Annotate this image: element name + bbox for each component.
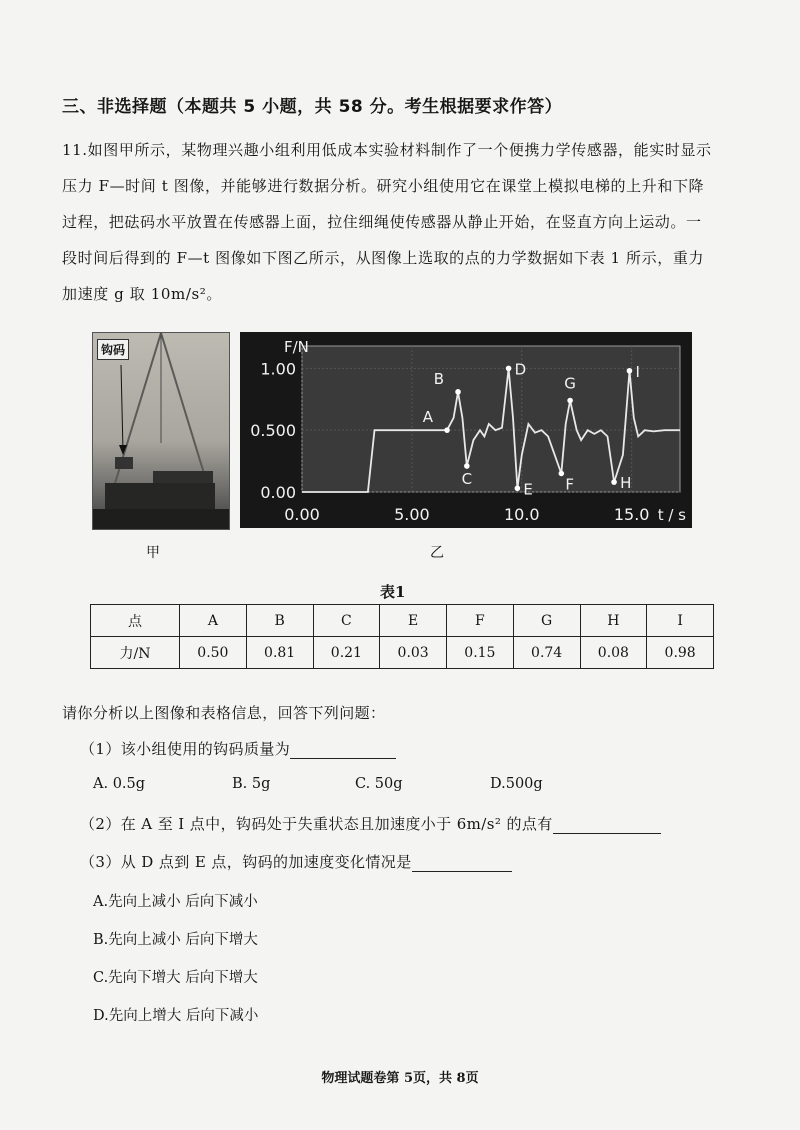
y-tick-label: 0.00	[260, 483, 296, 502]
data-point	[515, 485, 521, 491]
question-2-text: （2）在 A 至 I 点中，钩码处于失重状态且加速度小于 6m/s² 的点有	[80, 815, 553, 833]
table-cell: A	[180, 605, 247, 637]
table-cell: 0.15	[447, 637, 514, 669]
data-point	[455, 389, 461, 395]
q3-option-b: B.先向上减小 后向下增大	[93, 932, 258, 948]
question-line: 压力 F—时间 t 图像，并能够进行数据分析。研究小组使用它在课堂上模拟电梯的上升和下降	[62, 177, 705, 195]
point-label: A	[422, 408, 434, 427]
table-header-cell: 点	[91, 605, 180, 637]
table-cell: 0.81	[246, 637, 313, 669]
q1-option-d: D.500g	[490, 776, 543, 792]
table-cell: 0.03	[380, 637, 447, 669]
question-stem	[62, 132, 752, 312]
answer-blank-2[interactable]	[553, 815, 661, 834]
q3-option-a: A.先向上减小 后向下减小	[93, 894, 258, 910]
force-data-table	[90, 604, 714, 669]
data-point	[559, 471, 565, 477]
y-tick-label: 0.500	[250, 421, 296, 441]
point-label: H	[620, 474, 632, 493]
question-3-text: （3）从 D 点到 E 点，钩码的加速度变化情况是	[80, 853, 412, 871]
q1-option-b: B. 5g	[232, 776, 271, 792]
y-tick-label: 1.00	[260, 359, 296, 379]
table-cell: 0.08	[580, 637, 647, 669]
table-cell: H	[580, 605, 647, 637]
question-line: 过程，把砝码水平放置在传感器上面，拉住细绳使传感器从静止开始，在竖直方向上运动。一	[62, 213, 702, 231]
figure-caption-a: 甲	[146, 545, 160, 561]
table-cell: 0.50	[180, 637, 247, 669]
point-label: B	[433, 369, 445, 388]
table-cell: E	[380, 605, 447, 637]
point-label: G	[564, 374, 576, 393]
x-axis-label: t / s	[657, 506, 686, 524]
table-title: 表1	[380, 583, 406, 601]
point-label: D	[514, 360, 527, 379]
chart-svg	[240, 332, 692, 528]
data-point	[506, 366, 512, 372]
x-tick-label: 5.00	[394, 505, 430, 524]
experiment-photo	[92, 332, 230, 530]
q1-option-c: C. 50g	[355, 776, 403, 792]
data-point	[567, 398, 573, 404]
point-label: C	[461, 470, 473, 489]
page-footer: 物理试题卷第 5页，共 8页	[321, 1071, 479, 1086]
point-label: E	[523, 480, 533, 499]
table-row	[91, 605, 714, 637]
question-1	[80, 738, 396, 759]
answer-blank-1[interactable]	[290, 740, 396, 759]
table-cell: 0.21	[313, 637, 380, 669]
photo-label: 钩码	[97, 339, 129, 360]
question-3	[80, 851, 512, 872]
data-point	[611, 479, 617, 485]
x-tick-label: 0.00	[284, 505, 320, 524]
section-title: 三、非选择题（本题共 5 小题，共 58 分。考生根据要求作答）	[62, 97, 563, 117]
y-axis-label: F/N	[284, 338, 309, 356]
question-1-text: （1）该小组使用的钩码质量为	[80, 740, 291, 758]
table-cell: 0.98	[647, 637, 714, 669]
q1-option-a: A. 0.5g	[93, 776, 146, 792]
table-header-cell: 力/N	[91, 637, 180, 669]
force-time-chart	[240, 332, 692, 528]
q3-option-d: D.先向上增大 后向下减小	[93, 1008, 259, 1024]
point-label: I	[635, 362, 640, 381]
table-cell: I	[647, 605, 714, 637]
table-cell: 0.74	[513, 637, 580, 669]
table-row	[91, 637, 714, 669]
question-line: 11.如图甲所示，某物理兴趣小组利用低成本实验材料制作了一个便携力学传感器，能实时显示	[62, 141, 712, 159]
data-point	[627, 368, 633, 374]
data-point	[464, 463, 470, 469]
x-tick-label: 15.0	[613, 505, 650, 524]
question-2	[80, 813, 661, 834]
table-cell: C	[313, 605, 380, 637]
question-line: 段时间后得到的 F—t 图像如下图乙所示，从图像上选取的点的力学数据如下表 1 所示，重力	[62, 249, 705, 267]
question-line: 加速度 g 取 10m/s²。	[62, 285, 222, 303]
table-cell: B	[246, 605, 313, 637]
q3-option-c: C.先向下增大 后向下增大	[93, 970, 258, 986]
data-point	[444, 427, 450, 433]
x-tick-label: 10.0	[503, 505, 540, 524]
photo-drawing	[93, 333, 229, 529]
table-cell: G	[513, 605, 580, 637]
point-label: F	[565, 475, 574, 494]
answer-blank-3[interactable]	[412, 853, 512, 872]
analysis-prompt: 请你分析以上图像和表格信息，回答下列问题：	[62, 704, 386, 722]
figure-caption-b: 乙	[430, 545, 444, 561]
table-cell: F	[447, 605, 514, 637]
